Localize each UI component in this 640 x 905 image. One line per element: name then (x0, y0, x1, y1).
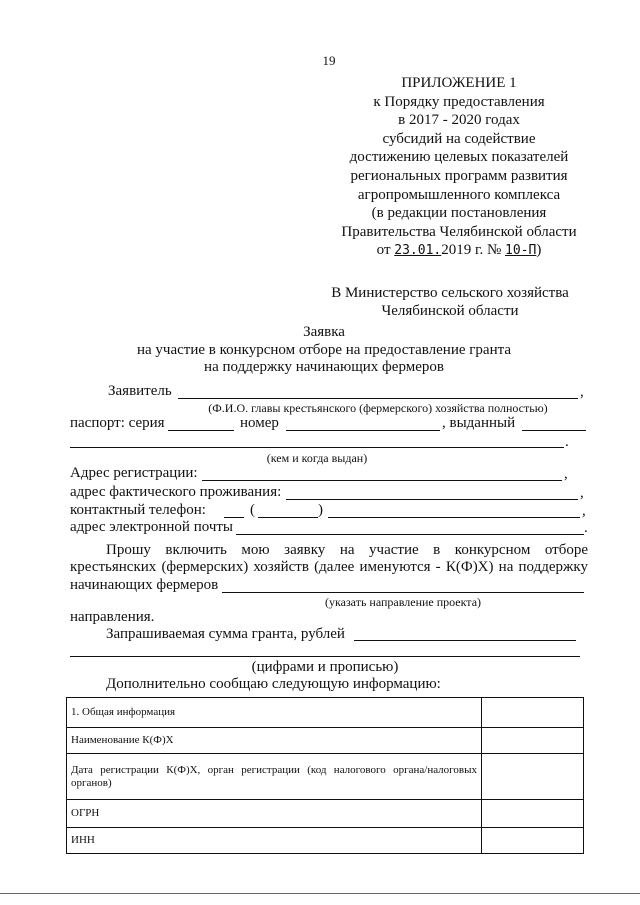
comma: , (564, 466, 568, 482)
appendix-line: региональных программ развития (350, 167, 568, 184)
appendix-line: ПРИЛОЖЕНИЕ 1 (401, 75, 517, 91)
amount-hint: (цифрами и прописью) (251, 659, 399, 675)
passport-number-label: номер (240, 415, 279, 431)
comma: , (580, 384, 584, 400)
reg-address-field[interactable] (202, 480, 562, 481)
phone-number-field[interactable] (328, 517, 580, 518)
appendix-line: субсидий на содействие (382, 130, 536, 147)
handwritten-date: 23.01. (394, 243, 442, 259)
applicant-field[interactable] (178, 398, 578, 399)
passport-series-field[interactable] (168, 430, 234, 431)
passport-issuer-field[interactable] (70, 447, 564, 448)
applicant-label: Заявитель (108, 383, 172, 399)
appendix-line: (в редакции постановления (371, 205, 547, 222)
amount-words-field[interactable] (70, 656, 580, 657)
comma: , (580, 485, 584, 501)
appendix-line: агропромышленного комплекса (357, 186, 561, 203)
handwritten-number: 10-П (505, 243, 537, 259)
request-paragraph-end: начинающих фермеров (70, 577, 219, 593)
form-title-line-2: на участие в конкурсном отборе на предоставление гранта (137, 341, 511, 358)
request-paragraph: Прошу включить мою заявку на участие в конкурсном отборе крестьянских (фермерских) хозяйств (далее именуются - К(Ф)Х) на поддержку (70, 542, 588, 575)
table-cell-label: Наименование К(Ф)Х (67, 728, 482, 754)
appendix-line: Правительства Челябинской области (341, 223, 577, 240)
amount-label: Запрашиваемая сумма гранта, рублей (106, 626, 345, 642)
close-paren: ) (536, 242, 542, 259)
additional-info-label: Дополнительно сообщаю следующую информацию: (106, 676, 441, 692)
page-number: 19 (322, 53, 336, 68)
appendix-block (330, 74, 588, 261)
ministry-block (300, 284, 600, 320)
project-direction-field[interactable] (222, 592, 584, 593)
table-cell-value[interactable] (482, 698, 584, 728)
ministry-line-2: Челябинской области (381, 303, 519, 319)
table-cell-value[interactable] (482, 828, 584, 854)
table-cell-value[interactable] (482, 754, 584, 800)
form-title (60, 324, 588, 377)
open-paren: ( (250, 502, 255, 518)
appendix-line: к Порядку предоставления (373, 93, 545, 110)
table-cell-label: ОГРН (67, 800, 482, 828)
passport-number-field[interactable] (286, 430, 440, 431)
appendix-date-line (330, 241, 588, 261)
phone-prefix-field[interactable] (224, 517, 244, 518)
table-cell-value[interactable] (482, 728, 584, 754)
close-paren: ) (318, 502, 323, 518)
reg-address-label: Адрес регистрации: (70, 465, 198, 481)
email-label: адрес электронной почты (70, 519, 234, 535)
phone-code-field[interactable] (258, 517, 318, 518)
year-text: 2019 г. № (441, 242, 502, 259)
table-cell-value[interactable] (482, 800, 584, 828)
email-field[interactable] (236, 534, 584, 535)
passport-issued-label: , выданный (442, 415, 516, 431)
table-cell-label: ИНН (67, 828, 482, 854)
phone-label: контактный телефон: (70, 502, 206, 518)
actual-address-label: адрес фактического проживания: (70, 484, 282, 500)
table-row (67, 728, 584, 754)
comma: , (582, 503, 586, 519)
appendix-line: достижению целевых показателей (349, 149, 569, 166)
applicant-hint: (Ф.И.О. главы крестьянского (фермерского) хозяйства полностью) (208, 401, 548, 415)
date-prefix: от (376, 242, 391, 259)
table-row (67, 828, 584, 854)
direction-hint: (указать направление проекта) (324, 595, 482, 609)
passport-issued-field[interactable] (522, 430, 586, 431)
form-title-line-3: на поддержку начинающих фермеров (204, 359, 444, 375)
direction-word: направления. (70, 609, 155, 625)
amount-field[interactable] (354, 640, 576, 641)
table-row (67, 800, 584, 828)
form-title-line-1: Заявка (303, 324, 345, 340)
ministry-line-1: В Министерство сельского хозяйства (331, 285, 569, 301)
actual-address-field[interactable] (286, 499, 578, 500)
period: . (565, 434, 569, 450)
table-cell-label: Дата регистрации К(Ф)Х, орган регистрации (код налогового органа/налоговых органов) (67, 754, 482, 800)
info-table (66, 697, 584, 854)
table-row (67, 698, 584, 728)
period: . (584, 520, 588, 536)
passport-series-label: паспорт: серия (70, 415, 165, 431)
passport-hint: (кем и когда выдан) (266, 451, 368, 465)
table-row (67, 754, 584, 800)
appendix-line: в 2017 - 2020 годах (398, 112, 520, 129)
page-bottom-divider (0, 893, 640, 894)
table-cell-label: 1. Общая информация (67, 698, 482, 728)
